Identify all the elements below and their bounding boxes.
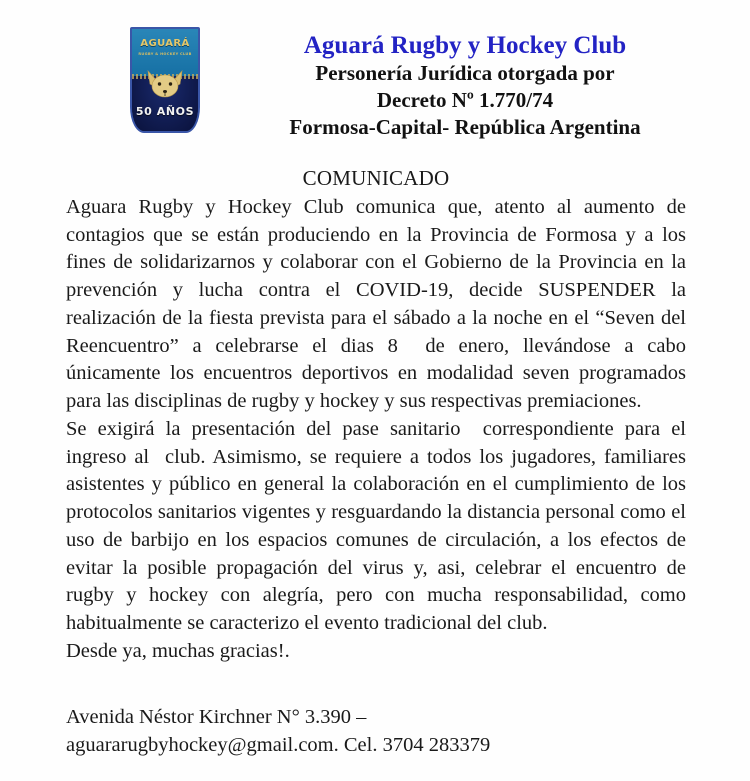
header-legal-line-1: Personería Jurídica otorgada por xyxy=(315,61,615,85)
document-header xyxy=(0,0,750,160)
document-body xyxy=(66,166,692,666)
body-paragraph-1: Aguara Rugby y Hockey Club comunica que, atento al aumento de contagios que se están produciendo en la Provincia de Formosa y a los fines de solidarizarnos y colaborar con el Gobierno de la Provincia en la prevención y lucha contra el COVID-19, decide SUSPENDER la realización de la fiesta prevista para el sábado a la noche en el “Seven del Reencuentro” a celebrarse el dias 8 de enero, llevándose a cabo únicamente los encuentros deportivos en modalidad seven programados para las disciplinas de rugby y hockey y sus respectivas premiaciones. xyxy=(66,195,692,413)
document-footer xyxy=(66,703,686,759)
header-text-block xyxy=(210,32,720,141)
crest-subtitle-text: RUGBY & HOCKEY CLUB xyxy=(138,52,192,56)
footer-contact: aguararugbyhockey@gmail.com. Cel. 3704 283379 xyxy=(66,734,491,757)
comunicado-heading: COMUNICADO xyxy=(302,166,450,190)
fox-head-icon xyxy=(145,69,185,103)
header-legal-line-2: Decreto Nº 1.770/74 xyxy=(376,87,554,112)
footer-address: Avenida Néstor Kirchner N° 3.390 – xyxy=(66,706,367,728)
closing-line: Desde ya, muchas gracias!. xyxy=(66,640,290,663)
club-name-title: Aguará Rugby y Hockey Club xyxy=(303,32,627,59)
crest-title-text: AGUARÁ xyxy=(140,38,190,49)
body-paragraph-2: Se exigirá la presentación del pase sanitario correspondiente para el ingreso al club. Asimismo, se requiere a todos los jugadores, familiares asistentes y público en general la colaboración en el cumplimiento de los protocolos sanitarios vigentes y resguardando la distancia personal como el uso de barbijo en los espacios comunes de circulación, a los efectos de evitar la posible propagación del virus y, asi, celebrar el encuentro de rugby y hockey con alegría, pero con mucha responsabilidad, como habitualmente se caracterizo el evento tradicional del club. xyxy=(66,417,692,635)
crest-anniversary-text: 50 AÑOS xyxy=(135,105,195,118)
club-crest-logo xyxy=(130,27,200,133)
header-legal-line-3: Formosa-Capital- República Argentina xyxy=(289,114,641,139)
